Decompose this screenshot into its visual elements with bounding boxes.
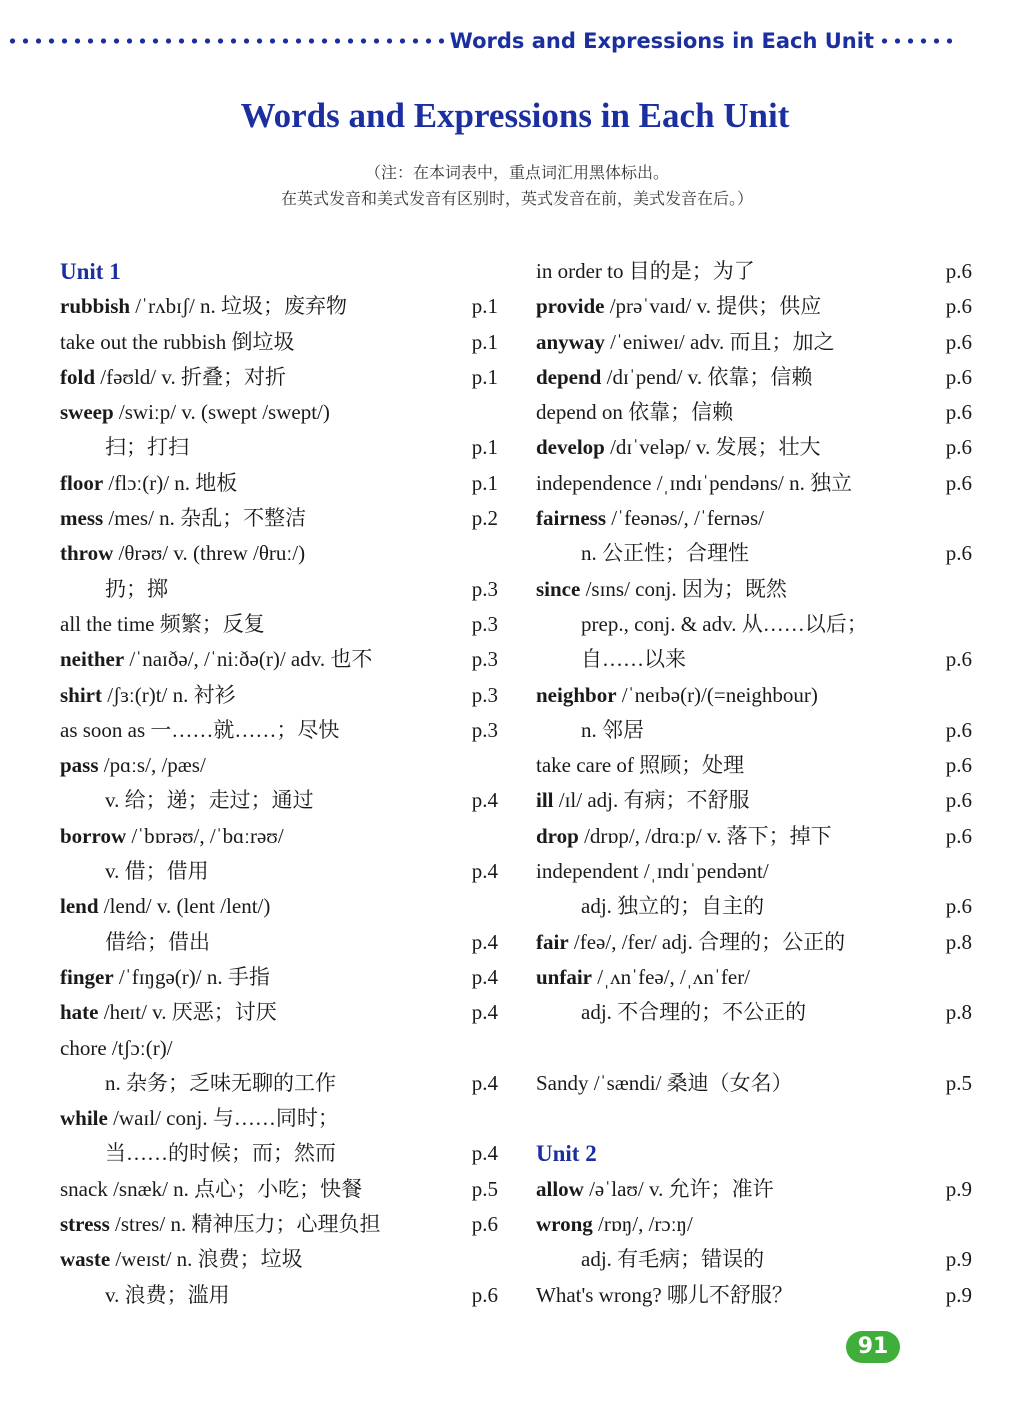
vocab-entry [60,607,500,642]
vocab-entry [536,360,976,395]
vocab-entry [60,466,500,501]
vocab-entry [60,1031,500,1066]
entry-definition: 当……的时候；而；然而 [105,1141,336,1166]
entry-definition: /sɪns/ conj. 因为；既然 [580,576,787,601]
entry-headword: neighbor [536,682,617,707]
entry-body [536,541,749,565]
vocab-entry [536,325,976,360]
entry-page-ref: p.1 [471,294,498,319]
entry-page-ref: p.2 [471,506,498,531]
vocab-entry [60,1207,500,1242]
vocab-entry [60,1278,500,1313]
entry-definition: all the time 频繁；反复 [60,611,265,636]
entry-body [536,365,812,389]
entry-definition: /weɪst/ n. 浪费；垃圾 [110,1247,303,1272]
entry-headword: waste [60,1247,111,1272]
vocab-entry [536,254,976,289]
vocab-entry [60,642,500,677]
entry-headword: shirt [60,682,102,707]
vocab-entry [60,1136,500,1171]
entry-definition: n. 杂务；乏味无聊的工作 [105,1070,336,1095]
entry-definition: adj. 有毛病；错误的 [581,1247,765,1272]
entry-definition: 自……以来 [581,647,686,672]
entry-body [60,506,306,530]
vocab-entry [60,925,500,960]
entry-page-ref: p.5 [945,1070,972,1095]
entry-page-ref: p.6 [945,470,972,495]
entry-headword: floor [60,470,104,495]
vocab-entry [536,889,976,924]
entry-body [60,824,284,848]
entry-page-ref: p.6 [945,823,972,848]
entry-page-ref: p.3 [471,647,498,672]
vocab-entry [60,572,500,607]
entry-page-ref: p.4 [471,1000,498,1025]
entry-definition: /dɪˈveləp/ v. 发展；壮大 [604,435,821,460]
entry-definition: /dɪˈpend/ v. 依靠；信赖 [601,364,813,389]
entry-definition: as soon as 一……就……；尽快 [60,717,340,742]
entry-body [60,294,347,318]
vocab-entry [536,678,976,713]
entry-definition: adj. 独立的；自主的 [581,894,765,919]
vocab-entry [536,395,976,430]
vocab-entry [536,430,976,465]
entry-page-ref: p.1 [471,364,498,389]
entry-definition: /ˈfɪŋgə(r)/ n. 手指 [113,964,270,989]
entry-headword: fairness [536,506,606,531]
entry-headword: fold [60,364,96,389]
entry-page-ref: p.6 [945,717,972,742]
entry-headword: depend [536,364,602,389]
entry-definition: 扫；打扫 [105,435,189,460]
entry-body [536,294,821,318]
entry-headword: while [60,1106,108,1131]
entry-page-ref: p.6 [945,435,972,460]
entry-definition: snack /snæk/ n. 点心；小吃；快餐 [60,1176,363,1201]
entry-body [536,753,744,777]
entry-headword: neither [60,647,125,672]
entry-page-ref: p.9 [945,1282,972,1307]
entry-definition: /ˈrʌbɪʃ/ n. 垃圾；废弃物 [130,294,348,319]
entry-headword: mess [60,506,104,531]
page-number-badge: 91 [846,1331,900,1363]
entry-headword: stress [60,1212,110,1237]
entry-page-ref: p.3 [471,717,498,742]
vocab-entry [536,572,976,607]
entry-headword: throw [60,541,114,566]
entry-definition: prep., conj. & adv. 从……以后； [581,611,868,636]
entry-definition: independent /ˌɪndɪˈpendənt/ [536,859,769,884]
entry-definition: /flɔː(r)/ n. 地板 [103,470,238,495]
entry-headword: borrow [60,823,127,848]
entry-definition: independence /ˌɪndɪˈpendəns/ n. 独立 [536,470,853,495]
entry-definition: /drɒp/, /drɑːp/ v. 落下；掉下 [578,823,832,848]
vocab-entry [60,748,500,783]
entry-body [60,1212,380,1236]
vocab-entry [60,360,500,395]
entry-definition: Sandy /ˈsændi/ 桑迪（女名） [536,1070,793,1095]
entry-definition: chore /tʃɔː(r)/ [60,1035,173,1060]
entry-body [60,647,372,671]
entry-body [536,400,733,424]
entry-body [60,1071,336,1095]
vocab-entry [60,536,500,571]
note-line-1: （注：在本词表中，重点词汇用黑体标出。 [364,165,669,182]
spacer [536,1101,976,1136]
vocab-entry [60,819,500,854]
entry-page-ref: p.4 [471,929,498,954]
entry-definition: /lend/ v. (lent /lent/) [98,894,271,919]
vocab-entry [536,607,976,642]
entry-headword: allow [536,1176,584,1201]
vocab-entry [536,501,976,536]
entry-headword: rubbish [60,294,131,319]
entry-body [60,541,305,565]
entry-definition: take out the rubbish 倒垃圾 [60,329,295,354]
entry-headword: hate [60,1000,99,1025]
entry-page-ref: p.6 [945,259,972,283]
entry-headword: ill [536,788,554,813]
unit-heading [60,254,500,289]
entry-definition: n. 邻居 [581,717,644,742]
entry-page-ref: p.6 [471,1212,498,1237]
entry-definition: /mes/ n. 杂乱；不整洁 [103,506,307,531]
entry-page-ref: p.6 [945,753,972,778]
entry-body [60,400,330,424]
entry-body [536,1000,806,1024]
entry-page-ref: p.5 [471,1176,498,1201]
entry-definition: v. 借；借用 [105,859,209,884]
entry-page-ref: p.4 [471,1141,498,1166]
entry-body [60,1000,277,1024]
right-column [536,254,976,1313]
vocab-entry [536,713,976,748]
entry-page-ref: p.4 [471,788,498,813]
entry-body [536,683,818,707]
entry-body [536,471,852,495]
entry-body [536,718,644,742]
running-title: Words and Expressions in Each Unit [449,29,874,53]
vocab-entry [536,1242,976,1277]
entry-body [536,930,845,954]
vocab-entry [60,395,500,430]
page-title: Words and Expressions in Each Unit [240,96,790,135]
entry-definition: /əˈlaʊ/ v. 允许；准许 [583,1176,774,1201]
entry-definition: depend on 依靠；信赖 [536,400,734,425]
vocab-entry [536,1172,976,1207]
entry-body [60,683,236,707]
vocab-entry [60,713,500,748]
vocab-entry [536,995,976,1030]
entry-body [60,1247,303,1271]
entry-headword: pass [60,753,99,778]
entry-definition: n. 公正性；合理性 [581,541,749,566]
vocab-entry [536,642,976,677]
vocab-entry [60,1172,500,1207]
entry-body [60,471,237,495]
entry-definition: adj. 不合理的；不公正的 [581,1000,807,1025]
vocab-entry [536,1278,976,1313]
entry-page-ref: p.4 [471,859,498,884]
entry-page-ref: p.6 [945,400,972,425]
entry-definition: /pɑːs/, /pæs/ [98,753,206,778]
entry-headword: anyway [536,329,605,354]
vocab-entry [60,1066,500,1101]
vocab-entry [60,783,500,818]
entry-definition: 借给；借出 [105,929,210,954]
entry-definition: /ɪl/ adj. 有病；不舒服 [553,788,750,813]
vocab-entry [60,889,500,924]
vocab-entry [536,783,976,818]
entry-body [536,788,750,812]
entry-page-ref: p.6 [471,1282,498,1307]
entry-headword: wrong [536,1212,593,1237]
unit-heading-text: Unit 2 [536,1141,597,1167]
entry-definition: /ʃɜː(r)t/ n. 衬衫 [102,682,236,707]
entry-page-ref: p.1 [471,329,498,354]
entry-headword: sweep [60,400,114,425]
entry-definition: /ˈbɒrəʊ/, /ˈbɑːrəʊ/ [126,823,284,848]
entry-definition: What's wrong? 哪儿不舒服？ [536,1282,793,1307]
entry-body [536,965,750,989]
entry-body [536,824,832,848]
entry-definition: /ˈfeənəs/, /ˈfernəs/ [606,506,765,531]
entry-body [60,894,270,918]
entry-body [60,930,210,954]
entry-body [60,612,265,636]
entry-body [60,1283,230,1307]
vocab-entry [536,1066,976,1101]
vocab-entry [536,819,976,854]
running-header [0,26,1024,56]
entry-headword: since [536,576,581,601]
entry-page-ref: p.6 [945,541,972,566]
entry-definition: /swiːp/ v. (swept /swept/) [113,400,330,425]
entry-page-ref: p.6 [945,294,972,319]
vocab-entry [536,960,976,995]
entry-page-ref: p.6 [945,647,972,672]
entry-body [60,718,339,742]
vocab-entry [60,430,500,465]
unit-heading-text: Unit 1 [60,259,121,284]
entry-page-ref: p.9 [945,1176,972,1201]
entry-body [60,365,286,389]
left-column [60,254,500,1313]
vocab-entry [60,501,500,536]
entry-definition: /fəʊld/ v. 折叠；对折 [95,364,286,389]
entry-body [536,859,769,883]
vocab-entry [60,1101,500,1136]
spacer [536,1031,976,1066]
header-dots-right [878,38,954,44]
vocab-entry [60,1242,500,1277]
entry-body [60,859,209,883]
entry-page-ref: p.6 [945,894,972,919]
vocab-entry [536,1207,976,1242]
unit-heading [536,1136,976,1171]
entry-headword: develop [536,435,605,460]
vocab-entry [60,960,500,995]
entry-page-ref: p.8 [945,929,972,954]
entry-definition: 扔；掷 [105,576,168,601]
header-dots-left [6,38,446,44]
vocab-entry [536,748,976,783]
vocab-entry [60,325,500,360]
entry-page-ref: p.6 [945,329,972,354]
entry-headword: finger [60,964,114,989]
entry-headword: unfair [536,964,593,989]
entry-body [60,330,294,354]
entry-page-ref: p.6 [945,788,972,813]
entry-body [60,1036,173,1060]
vocab-entry [536,289,976,324]
entry-definition: /stres/ n. 精神压力；心理负担 [109,1212,381,1237]
entry-body [60,577,168,601]
entry-page-ref: p.9 [945,1247,972,1272]
entry-definition: /prəˈvaɪd/ v. 提供；供应 [604,294,822,319]
entry-body [536,1071,793,1095]
entry-definition: /θrəʊ/ v. (threw /θruː/) [113,541,306,566]
entry-headword: lend [60,894,99,919]
entry-body [536,506,764,530]
entry-definition: in order to 目的是；为了 [536,259,755,283]
entry-definition: take care of 照顾；处理 [536,753,745,778]
vocab-entry [536,466,976,501]
entry-body [536,894,764,918]
entry-body [60,1177,362,1201]
entry-definition: /ˈeniweɪ/ adv. 而且；加之 [604,329,835,354]
entry-definition: /waɪl/ conj. 与……同时； [107,1106,339,1131]
entry-headword: fair [536,929,569,954]
entry-definition: /ˈnaɪðə/, /ˈniːðə(r)/ adv. 也不 [124,647,373,672]
vocab-entry [536,536,976,571]
entry-body [536,1283,793,1307]
entry-body [536,330,834,354]
entry-body [536,647,686,671]
entry-headword: drop [536,823,579,848]
vocab-entry [536,925,976,960]
vocab-entry [60,289,500,324]
entry-body [60,435,189,459]
entry-body [536,612,868,636]
entry-body [536,259,755,283]
entry-definition: v. 浪费；滥用 [105,1282,230,1307]
entry-page-ref: p.3 [471,682,498,707]
entry-page-ref: p.3 [471,576,498,601]
entry-body [536,577,787,601]
entry-definition: /feə/, /fer/ adj. 合理的；公正的 [568,929,846,954]
entry-body [536,1212,693,1236]
vocab-entry [60,678,500,713]
vocab-entry [60,995,500,1030]
entry-body [60,965,270,989]
vocab-entry [60,854,500,889]
entry-definition: /heɪt/ v. 厌恶；讨厌 [98,1000,277,1025]
entry-page-ref: p.4 [471,1070,498,1095]
entry-definition: /ˌʌnˈfeə/, /ˌʌnˈfer/ [592,964,751,989]
entry-page-ref: p.6 [945,364,972,389]
note-line-2: 在英式发音和美式发音有区别时，英式发音在前，美式发音在后。） [280,191,753,208]
entry-definition: /rɒŋ/, /rɔːŋ/ [592,1212,693,1237]
vocab-entry [536,854,976,889]
entry-page-ref: p.1 [471,470,498,495]
entry-page-ref: p.1 [471,435,498,460]
entry-definition: v. 给；递；走过；通过 [105,788,314,813]
entry-body [536,435,820,459]
entry-page-ref: p.8 [945,1000,972,1025]
entry-body [60,753,206,777]
entry-body [536,1247,764,1271]
entry-headword: provide [536,294,605,319]
entry-page-ref: p.4 [471,964,498,989]
entry-body [60,1141,336,1165]
entry-body [60,1106,339,1130]
entry-body [60,788,314,812]
entry-body [536,1177,774,1201]
entry-page-ref: p.3 [471,611,498,636]
entry-definition: /ˈneɪbə(r)/(=neighbour) [616,682,818,707]
